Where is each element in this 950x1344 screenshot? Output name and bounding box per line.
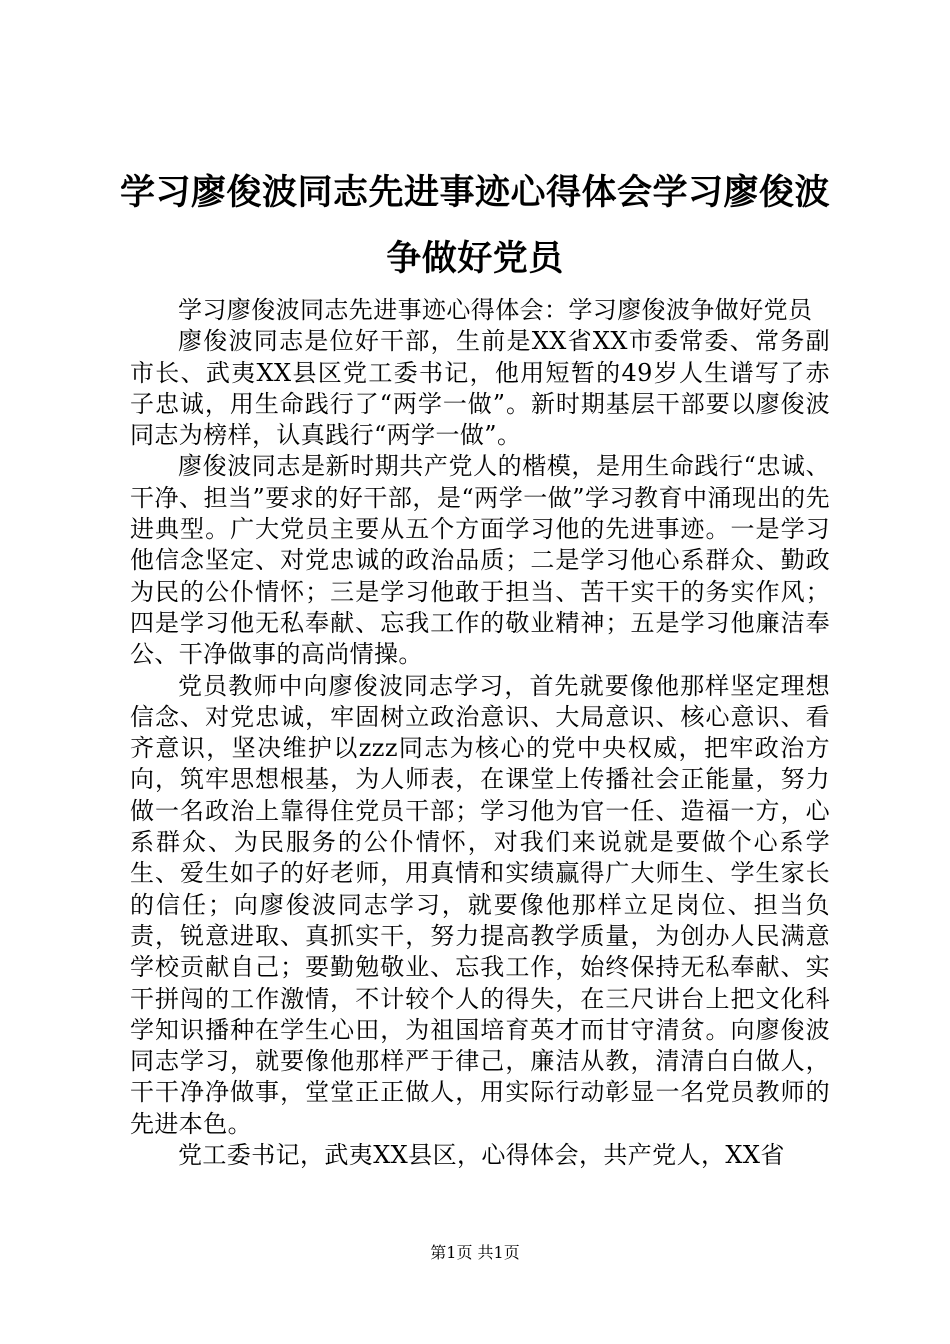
document-body (130, 295, 830, 1171)
page-number-footer: 第1页 共1页 (430, 1243, 520, 1262)
paragraph-five-aspects: 廖俊波同志是新时期共产党人的楷模，是用生命践行“忠诚、干净、担当”要求的好干部，是“两学一做”学习教育中涌现出的先进典型。广大党员主要从五个方面学习他的先进事迹。一是学习他信念坚定、对党忠诚的政治品质；二是学习他心系群众、勤政为民的公仆情怀；三是学习他敢于担当、苦干实干的务实作风；四是学习他无私奉献、忘我工作的敬业精神；五是学习他廉洁奉公、干净做事的高尚情操。 (130, 452, 830, 669)
paragraph-intro: 廖俊波同志是位好干部，生前是XX省XX市委常委、常务副市长、武夷XX县区党工委书记，他用短暂的49岁人生谱写了赤子忠诚，用生命践行了“两学一做”。新时期基层干部要以廖俊波同志为榜样，认真践行“两学一做”。 (130, 327, 830, 450)
document-title: 学习廖俊波同志先进事迹心得体会学习廖俊波争做好党员 (119, 173, 830, 279)
paragraph-subtitle: 学习廖俊波同志先进事迹心得体会：学习廖俊波争做好党员 (178, 296, 813, 324)
paragraph-teachers: 党员教师中向廖俊波同志学习，首先就要像他那样坚定理想信念、对党忠诚，牢固树立政治意识、大局意识、核心意识、看齐意识，坚决维护以zzz同志为核心的党中央权威，把牢政治方向，筑牢思想根基，为人师表，在课堂上传播社会正能量，努力做一名政治上靠得住党员干部；学习他为官一任、造福一方，心系群众、为民服务的公仆情怀，对我们来说就是要做个心系学生、爱生如子的好老师，用真情和实绩赢得广大师生、学生家长的信任；向廖俊波同志学习，就要像他那样立足岗位、担当负责，锐意进取、真抓实干，努力提高教学质量，为创办人民满意学校贡献自己；要勤勉敬业、忘我工作，始终保持无私奉献、实干拼闯的工作激情，不计较个人的得失，在三尺讲台上把文化科学知识播种在学生心田，为祖国培育英才而甘守清贫。向廖俊波同志学习，就要像他那样严于律己，廉洁从教，清清白白做人，干干净净做事，堂堂正正做人，用实际行动彰显一名党员教师的先进本色。 (130, 671, 830, 1138)
paragraph-keywords: 党工委书记，武夷XX县区，心得体会，共产党人，XX省 (178, 1141, 785, 1170)
